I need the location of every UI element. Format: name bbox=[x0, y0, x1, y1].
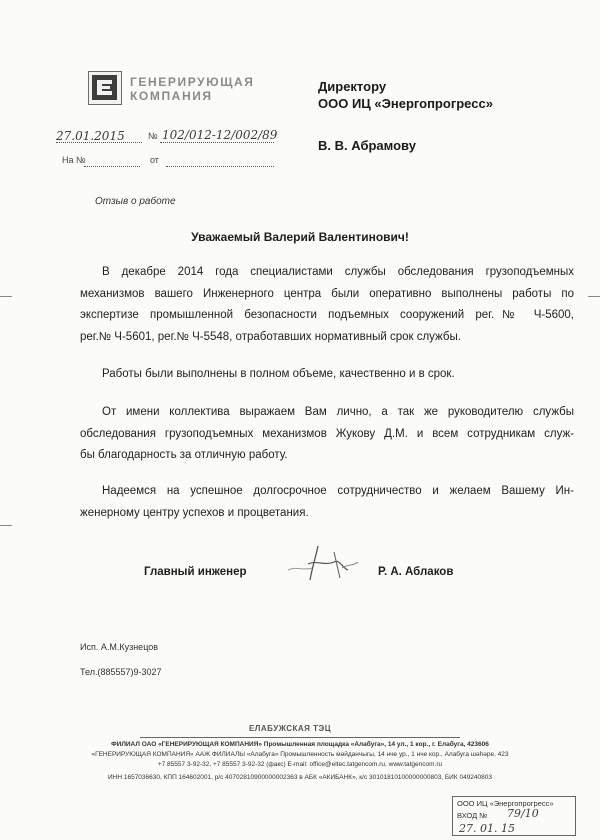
scan-margin-mark bbox=[0, 296, 12, 297]
scan-margin-mark bbox=[0, 525, 12, 526]
outgoing-date: 27.01.2015 bbox=[56, 129, 125, 143]
stamp-in-number: 79/10 bbox=[507, 807, 539, 820]
paragraph-line: Надеемся на успешное долгосрочное сотрудничество и желаем Вашему Ин- bbox=[102, 485, 574, 497]
paragraph-line: От имени коллектива выражаем Вам лично, а так же руководителю службы bbox=[102, 406, 574, 418]
logo-line-2: КОМПАНИЯ bbox=[130, 89, 213, 103]
reference-number-label: На № bbox=[62, 155, 86, 165]
scan-margin-mark bbox=[588, 296, 600, 297]
body-paragraph-1 bbox=[80, 262, 574, 348]
footer-contacts: +7 85557 3-92-32, +7 85557 3-92-32 (факс) E-mail: office@eltec.tatgencom.ru, www.tatgencom.ru bbox=[157, 761, 443, 768]
executor-name: Исп. А.М.Кузнецов bbox=[80, 642, 159, 652]
paragraph-line: бы благодарность за отличную работу. bbox=[80, 449, 288, 461]
reference-number-line bbox=[84, 166, 140, 167]
reference-date-line bbox=[166, 166, 274, 167]
stamp-organization: ООО ИЦ «Энергопрогресс» bbox=[457, 799, 554, 808]
body-paragraph-4 bbox=[80, 481, 574, 524]
date-underline bbox=[56, 142, 142, 143]
footer-branch-title: ЕЛАБУЖСКАЯ ТЭЦ bbox=[248, 724, 332, 733]
reference-date-label: от bbox=[150, 155, 159, 165]
body-paragraph-2 bbox=[80, 364, 574, 386]
stamp-in-date: 27. 01. 15 bbox=[459, 822, 515, 835]
footer-divider bbox=[140, 737, 460, 738]
addressee-position: Директору bbox=[318, 79, 387, 94]
footer-bank-details: ИНН 1657036630, КПП 164602001, р/с 40702810900000002363 в АБК «АКИБАНК», к/с 30101810100000000803, БИК 049240803 bbox=[107, 774, 492, 781]
paragraph-line: Работы были выполнены в полном объеме, качественно и в срок. bbox=[102, 368, 455, 380]
handwritten-signature bbox=[282, 540, 362, 586]
paragraph-line: рег.№ Ч-5601, рег.№ Ч-5548, отработавших нормативный срок службы. bbox=[80, 330, 461, 343]
executor-phone: Тел.(885557)9-3027 bbox=[80, 667, 162, 677]
outgoing-number-label: № bbox=[148, 131, 158, 141]
paragraph-line: экспертизе промышленной безопасности подъемных сооружений рег.№ Ч-5600, bbox=[80, 309, 574, 321]
number-underline bbox=[160, 142, 274, 143]
letter-subject: Отзыв о работе bbox=[95, 196, 176, 207]
stamp-in-label: ВХОД № bbox=[457, 811, 488, 820]
logo-line-1: ГЕНЕРИРУЮЩАЯ bbox=[130, 75, 255, 89]
paragraph-line: В декабре 2014 года специалистами службы обследования грузоподъемных bbox=[102, 266, 574, 278]
footer-address-tt: «ГЕНЕРИРУЮЩАЯ КОМПАНИЯ» ААЖ ФИЛИАЛЫ «Алабуга» Промышленность мәйданчыгы, 14 нче ур., 1 нче кор., Алабуга шәһәре, 423 bbox=[91, 751, 509, 758]
outgoing-number: 102/012-12/002/89 bbox=[162, 128, 278, 142]
body-paragraph-3 bbox=[80, 402, 574, 467]
letter-e-logo-icon bbox=[89, 72, 120, 103]
signatory-title: Главный инженер bbox=[144, 566, 247, 578]
footer-address-ru: ФИЛИАЛ ОАО «ГЕНЕРИРУЮЩАЯ КОМПАНИЯ» Промышленная площадка «Алабуга», 14 ул., 1 кор., г. Елабуга, 423606 bbox=[111, 741, 489, 748]
paragraph-line: обследования грузоподъемных механизмов Жукову Д.М. и всем сотрудникам служ- bbox=[80, 427, 574, 440]
company-logo bbox=[88, 71, 122, 105]
paragraph-line: механизмов вашего Инженерного центра были оперативно выполнены работы по bbox=[80, 287, 574, 300]
addressee-organization: ООО ИЦ «Энергопрогресс» bbox=[318, 96, 493, 111]
incoming-stamp bbox=[452, 796, 576, 836]
addressee-name: В. В. Абрамову bbox=[318, 138, 416, 153]
company-name-logo bbox=[130, 75, 255, 103]
paragraph-line: женерному центру успехов и процветания. bbox=[80, 506, 309, 519]
signatory-name: Р. А. Аблаков bbox=[378, 566, 454, 578]
letter-greeting: Уважаемый Валерий Валентинович! bbox=[191, 230, 409, 244]
